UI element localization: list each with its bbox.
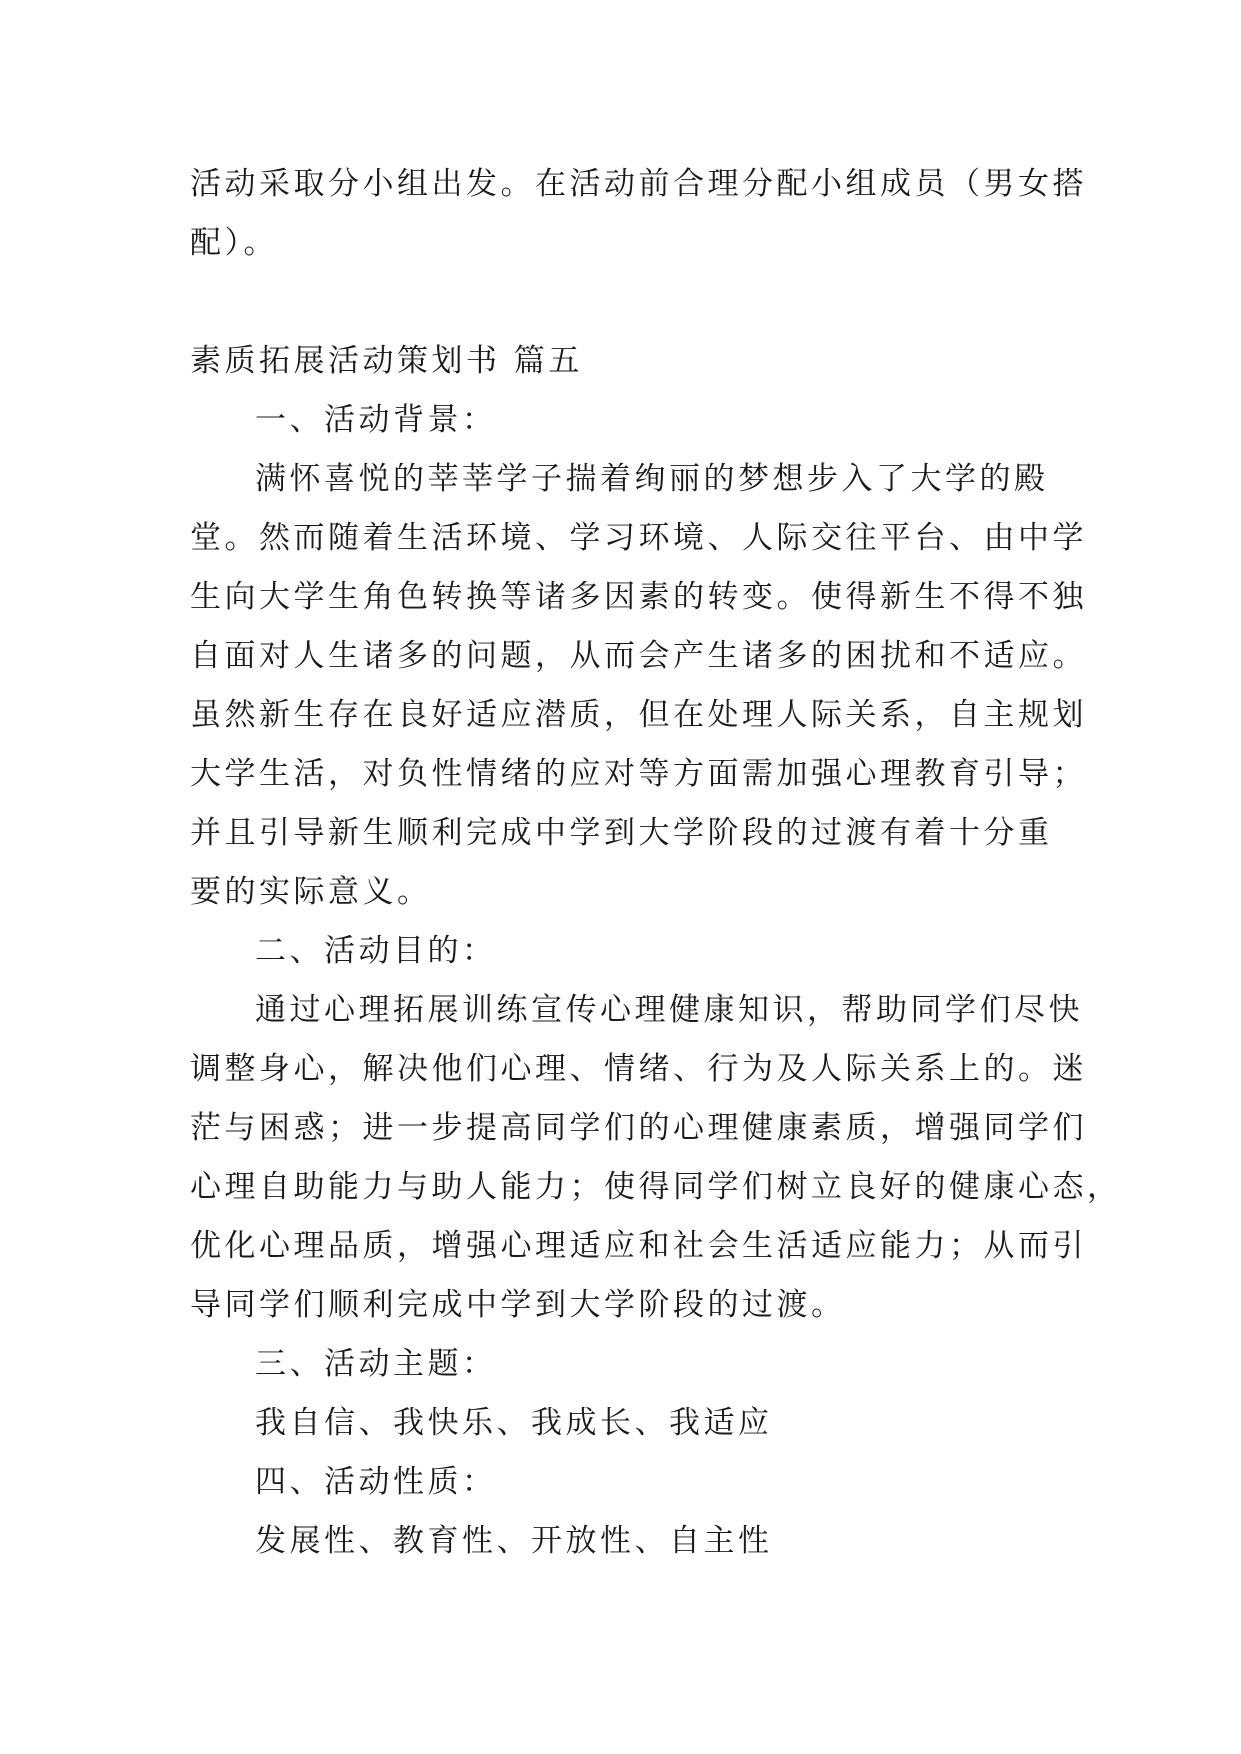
purpose-paragraph-line: 导同学们顺利完成中学到大学阶段的过渡。 (190, 1287, 846, 1323)
heading-purpose: 二、活动目的： (255, 933, 497, 969)
background-paragraph-line: 大学生活，对负性情绪的应对等方面需加强心理教育引导； (190, 756, 1087, 792)
purpose-paragraph-line: 心理自助能力与助人能力；使得同学们树立良好的健康心态， (190, 1169, 1122, 1205)
background-paragraph-line: 要的实际意义。 (190, 874, 432, 910)
theme-text: 我自信、我快乐、我成长、我适应 (255, 1405, 773, 1441)
section-title: 素质拓展活动策划书 篇五 (190, 343, 583, 379)
purpose-paragraph-line: 调整身心，解决他们心理、情绪、行为及人际关系上的。迷 (190, 1051, 1087, 1087)
background-paragraph-line: 自面对人生诸多的问题，从而会产生诸多的困扰和不适应。 (190, 638, 1087, 674)
heading-theme: 三、活动主题： (255, 1346, 497, 1382)
background-paragraph-line: 生向大学生角色转换等诸多因素的转变。使得新生不得不独 (190, 579, 1087, 615)
heading-background: 一、活动背景： (255, 402, 497, 438)
background-paragraph-line: 满怀喜悦的莘莘学子揣着绚丽的梦想步入了大学的殿 (255, 461, 1049, 497)
purpose-paragraph-line: 茫与困惑；进一步提高同学们的心理健康素质，增强同学们 (190, 1110, 1087, 1146)
prev-paragraph-line: 活动采取分小组出发。在活动前合理分配小组成员（男女搭 (190, 166, 1087, 202)
heading-nature: 四、活动性质： (255, 1464, 497, 1500)
background-paragraph-line: 堂。然而随着生活环境、学习环境、人际交往平台、由中学 (190, 520, 1087, 556)
nature-text: 发展性、教育性、开放性、自主性 (255, 1523, 773, 1559)
purpose-paragraph-line: 通过心理拓展训练宣传心理健康知识，帮助同学们尽快 (255, 992, 1083, 1028)
background-paragraph-line: 并且引导新生顺利完成中学到大学阶段的过渡有着十分重 (190, 815, 1053, 851)
purpose-paragraph-line: 优化心理品质，增强心理适应和社会生活适应能力；从而引 (190, 1228, 1087, 1264)
background-paragraph-line: 虽然新生存在良好适应潜质，但在处理人际关系，自主规划 (190, 697, 1087, 733)
prev-paragraph-line: 配）。 (190, 225, 278, 261)
